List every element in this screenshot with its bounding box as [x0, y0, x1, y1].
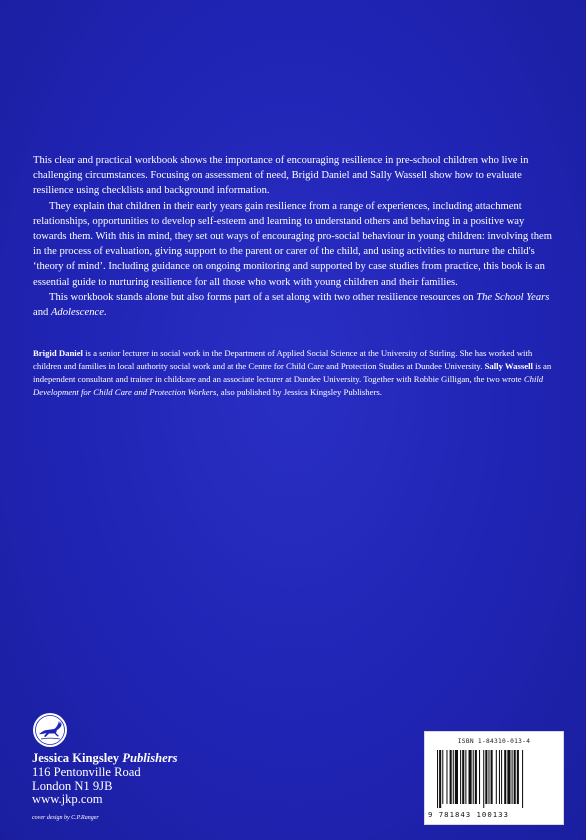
publisher-name-italic: Publishers: [122, 751, 178, 765]
blurb-p3-and: and: [33, 307, 49, 319]
barcode-bar: [488, 750, 489, 804]
barcode-bar: [479, 750, 480, 804]
barcode-bar: [437, 750, 438, 808]
publisher-name: [32, 752, 178, 766]
leaping-deer-logo-icon: [32, 712, 68, 748]
blurb-paragraph-2: They explain that children in their early years gain resilience from a range of experiences, including attachment relationships, opportunities to develop self-esteem and learning to understand others and behaving in a positive way towards them. With this in mind, they set out ways of encouraging pro-social behaviour in young children: involving them in the process of evaluation, giving support to the parent or carer of the child, and using activities to nurture the child's ‘theory of mind’. Including guidance on ongoing monitoring and supported by case studies from practice, this book is an essential guide to nurturing resilience for all those who work with young children and their families.: [33, 200, 552, 288]
blurb-p3-end: .: [103, 307, 107, 319]
blurb-p3-start: This workbook stands alone but also forms part of a set along with two other resilience resources on: [49, 291, 474, 303]
barcode-bar: [514, 750, 516, 804]
barcode-bar: [439, 750, 441, 808]
author-bio-text-1: is a senior lecturer in social work in the Department of Applied Social Science at the University of Stirling. She has worked with children and families in local authority social work and at the Centre for Child Care and Protection Studies at Dundee University.: [33, 348, 533, 372]
barcode-bars: [435, 750, 553, 808]
barcode-digits: 9 781843 100133: [428, 810, 509, 819]
barcode-bar: [469, 750, 472, 804]
isbn-barcode: [424, 731, 564, 825]
barcode-bar: [504, 750, 506, 804]
blurb-paragraph-1: This clear and practical workbook shows the importance of encouraging resilience in pre-school children who live in challenging circumstances. Focusing on assessment of need, Brigid Daniel and Sally Wassell show how to evaluate resilience using checklists and background information.: [33, 155, 529, 197]
publisher-website: www.jkp.com: [32, 792, 103, 807]
blurb-paragraph-3: [33, 290, 553, 320]
barcode-bar: [517, 750, 519, 804]
barcode-bar: [442, 750, 443, 804]
barcode-bar: [491, 750, 493, 804]
author-bio: [33, 347, 555, 399]
isbn-label: ISBN 1-84310-013-4: [457, 738, 531, 745]
author-name-1: Brigid Daniel: [33, 348, 83, 358]
author-name-2: Sally Wassell: [484, 361, 533, 372]
barcode-bar: [446, 750, 447, 804]
barcode-bar: [465, 750, 466, 804]
barcode-bar: [483, 750, 484, 808]
barcode-bar: [460, 750, 461, 804]
publisher-address-line-2: London N1 9JB: [32, 778, 113, 793]
publisher-block: [32, 752, 178, 807]
barcode-bar: [522, 750, 523, 808]
series-title-adolescence: Adolescence: [50, 307, 104, 319]
barcode-bar: [455, 750, 458, 804]
related-book-title: Child Development for Child Care and Protection Workers: [33, 374, 544, 398]
publisher-name-main: Jessica Kingsley: [32, 751, 120, 765]
barcode-bar: [507, 750, 510, 804]
author-bio-text-3: , also published by Jessica Kingsley Publishers.: [216, 387, 382, 398]
barcode-bar: [512, 750, 513, 804]
back-cover-blurb: [33, 153, 553, 320]
publisher-address-line-1: 116 Pentonville Road: [32, 764, 141, 779]
cover-design-credit: cover design by C.P.Ranger: [32, 815, 99, 821]
barcode-bar: [496, 750, 497, 804]
barcode-bar: [453, 750, 454, 804]
barcode-bar: [501, 750, 502, 804]
barcode-bar: [499, 750, 500, 804]
barcode-bar: [462, 750, 464, 804]
barcode-bar: [450, 750, 452, 804]
series-title-school-years: The School Years: [476, 291, 550, 303]
author-bio-text-2: is an independent consultant and trainer in childcare and an associate lecturer at Dundee University. Together with Robbie Gilligan, the two wrote: [33, 361, 552, 385]
barcode-bar: [475, 750, 477, 804]
barcode-bar: [485, 750, 487, 804]
barcode-bar: [473, 750, 474, 804]
